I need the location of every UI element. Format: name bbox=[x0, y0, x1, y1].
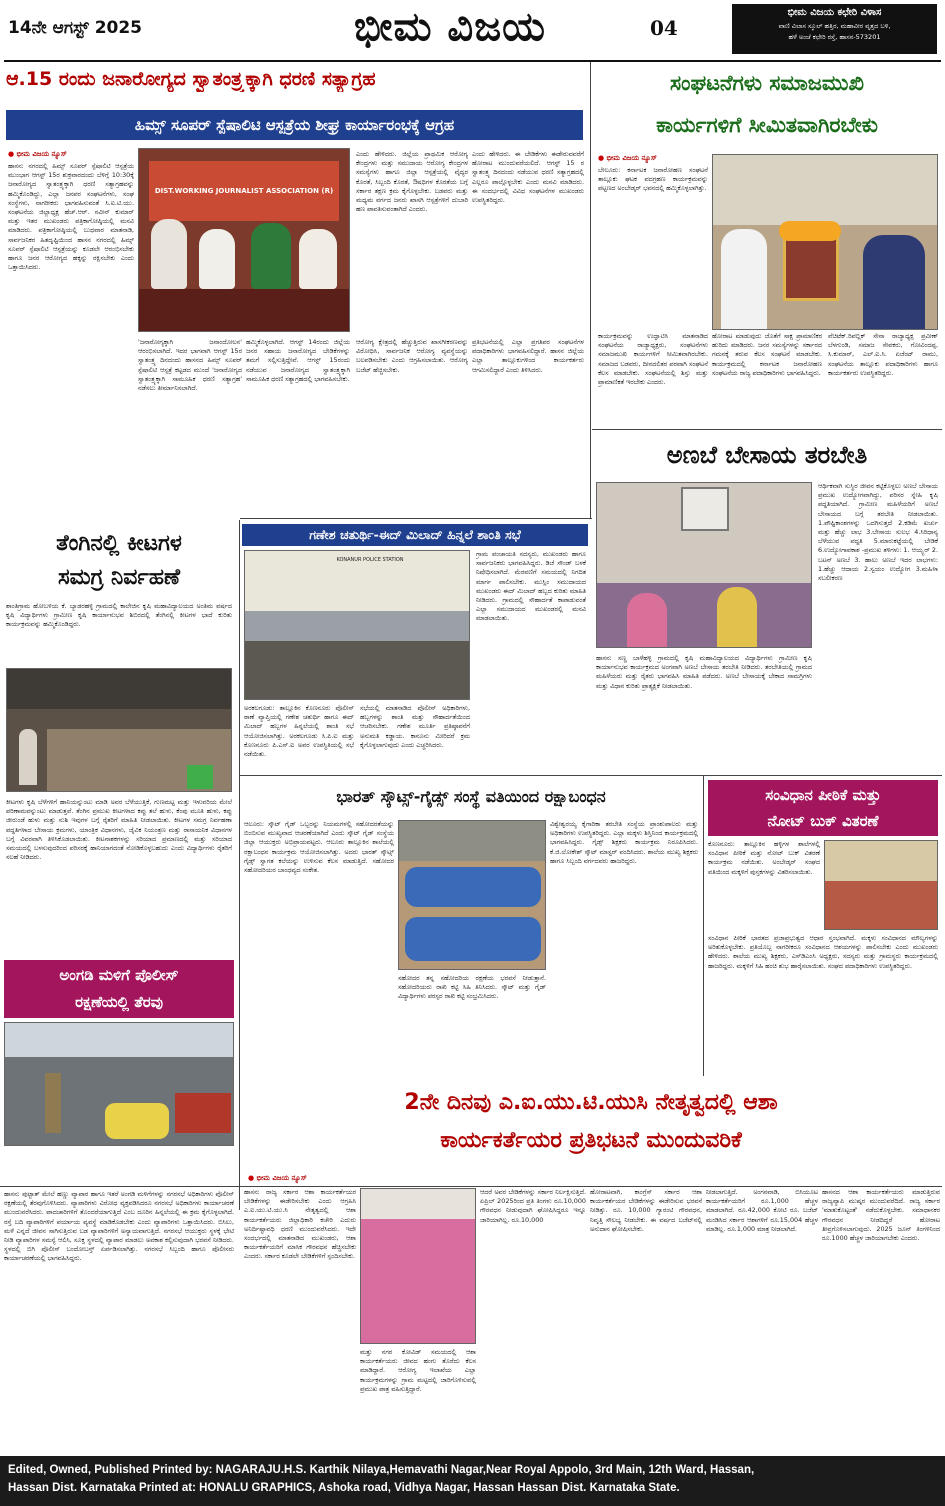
a3-training-photo bbox=[596, 482, 812, 648]
station-sign: KONANUR POLICE STATION bbox=[336, 557, 404, 563]
sky bbox=[5, 1023, 234, 1057]
a3-headline: ಅಣಬೆ ಬೇಸಾಯ ತರಬೇತಿ bbox=[666, 441, 868, 469]
a5-col2: ಸಭೆಯಲ್ಲಿ ಮಾತನಾಡಿದ ಪೊಲೀಸ್ ಅಧಿಕಾರಿಗಳು, ಹಬ್ಬಗಳನ್ನು ಶಾಂತಿ ಮತ್ತು ಸೌಹಾರ್ದತೆಯಿಂದ ಆಚರಿಸಬೇಕು. ಗಣೇಶ ಮೂರ್ತಿ ಪ್ರತಿಷ್ಠಾಪನೆಗೆ ಅನುಮತಿ ಕಡ್ಡಾಯ. ಕಾನೂನು ಮೀರಿದರೆ ಕ್ರಮ ಕೈಗೊಳ್ಳಲಾಗುವುದು ಎಂದು ಎಚ್ಚರಿಸಿದರು. bbox=[360, 704, 470, 749]
a6-students-photo bbox=[398, 820, 546, 970]
office-address-line2: ಹಳೆ ಅಂಚೆ ಕಛೇರಿ ರಸ್ತೆ, ಹಾಸನ-573201 bbox=[788, 33, 881, 41]
a3-body: ಆರ್ಥಿಕವಾಗಿ ಸುಸ್ಥಿರ ಜೀವನ ಕಟ್ಟಿಕೊಳ್ಳಲು ಅಣಬೆ ಬೇಸಾಯ ಪ್ರಮುಖ ಉದ್ಯೋಗವಾಗಿದ್ದು, ಪರಿಸರ ಸ್ನೇಹಿ ಕೃಷಿ ಪದ್ಧತಿಯಾಗಿದೆ. ಗ್ರಾಮೀಣ ಮಹಿಳೆಯರಿಗೆ ಅಣಬೆ ಬೇಸಾಯದ ಬಗ್ಗೆ ತರಬೇತಿ ನೀಡಲಾಯಿತು. 1.ಪೌಷ್ಟಿಕಾಂಶಗಳನ್ನು ಒದಗಿಸುತ್ತದೆ 2.ಕಡಿಮೆ ಖರ್ಚು ಮತ್ತು ಹೆಚ್ಚು ಲಾಭ 3.ಬೇಸಾಯ ಸುಲಭ 4.ಸಿರಿಧಾನ್ಯ ಬೆಳೆಯುವ ಪದ್ಧತಿ 5.ಮಾರುಕಟ್ಟೆಯಲ್ಲಿ ಬೇಡಿಕೆ 6.ಉದ್ಯೋಗಾವಕಾಶ -ಪ್ರಮುಖ ತಳಿಗಳು: 1. ಆಯ್ಸ್ಟರ್ 2. ಬಟನ್ ಅಣಬೆ 3. ಹಾಲು ಅಣಬೆ ಇದರ ಲಾಭಗಳು: 1.ಹೆಚ್ಚು ಆದಾಯ 2.ಸ್ವಯಂ ಉದ್ಯೋಗ 3.ಮಹಿಳಾ ಸಬಲೀಕರಣ bbox=[818, 482, 938, 583]
press-table bbox=[139, 289, 350, 332]
person-2 bbox=[199, 229, 235, 289]
a7-headline-line1: ಸಂವಿಧಾನ ಪೀಠಿಕೆ ಮತ್ತು bbox=[765, 786, 881, 804]
person-left bbox=[721, 229, 767, 330]
section-rule bbox=[0, 1186, 942, 1187]
a4-body: ಕೀಟಗಳು ಕೃಷಿ ಬೆಳೆಗಳಿಗೆ ಹಾನಿಯನ್ನುಂಟು ಮಾಡಿ ಅವರ ಬೆಳೆಯುತ್ತಿಕೆ, ಗುಣಮಟ್ಟ ಮತ್ತು ಇಳುವರಿಯ ಮೇಲೆ ಪರಿಣಾಮವನ್ನುಂಟು ಮಾಡುತ್ತವೆ. ತೆಂಗಿನ ಪ್ರಮುಖ ಕೀಟಗಳಾದ ಕಪ್ಪು ತಲೆ ಹುಳು, ಕೆಂಪು ಮೂತಿ ಹುಳು, ಕಪ್ಪು ಜೀರುಂಡೆ ಹುಳು ಮತ್ತು ನುಶಿ ಇವುಗಳ ಬಗ್ಗೆ ರೈತರಿಗೆ ಮಾಹಿತಿ ನೀಡಲಾಯಿತು. ಕೀಟಗಳ ಸಮಗ್ರ ನಿರ್ವಹಣಾ ಪದ್ಧತಿಗಳಾದ ಬೇಸಾಯ ಕ್ರಮಗಳು, ಯಾಂತ್ರಿಕ ವಿಧಾನಗಳು, ಜೈವಿಕ ನಿಯಂತ್ರಣ ಮತ್ತು ರಾಸಾಯನಿಕ ವಿಧಾನಗಳ ಬಗ್ಗೆ ವಿವರವಾಗಿ ತಿಳಿಸಿಕೊಡಲಾಯಿತು. ಕೀಟನಾಶಕಗಳನ್ನು ಸರಿಯಾದ ಪ್ರಮಾಣದಲ್ಲಿ ಮತ್ತು ಸರಿಯಾದ ಸಮಯದಲ್ಲಿ ಬಳಸುವುದರಿಂದ ಪರಿಸರಕ್ಕೆ ಹಾನಿಯಾಗದಂತೆ ನೋಡಿಕೊಳ್ಳಬಹುದು ಎಂದು ವಿದ್ಯಾರ್ಥಿಗಳು ರೈತರಿಗೆ ಸಲಹೆ ನೀಡಿದರು. bbox=[6, 798, 232, 862]
ground bbox=[399, 821, 546, 861]
photo-banner-text: DIST.WORKING JOURNALIST ASSOCIATION (R) bbox=[154, 187, 334, 195]
a4-intro: ಶಾಂತಿಗ್ರಾಮ ಹೋಬಳಿಯ ಕೆ. ಬ್ಯಾಡರಹಳ್ಳಿ ಗ್ರಾಮದಲ್ಲಿ ಕಾಲೇಜಿನ ಕೃಷಿ ಮಹಾವಿದ್ಯಾಲಯದ ಅಂತಿಮ ವರ್ಷದ ಕೃಷಿ ವಿದ್ಯಾರ್ಥಿಗಳು ಗ್ರಾಮೀಣ ಕೃಷಿ ಕಾರ್ಯಾನುಭವ ಶಿಬಿರದಲ್ಲಿ ತೆಂಗಿನಲ್ಲಿ ಕೀಟಗಳ ಭಾದೆ ಕುರಿತು ಕಾರ್ಯಕ್ರಮವನ್ನು ಹಮ್ಮಿಕೊಂಡಿದ್ದರು. bbox=[6, 602, 232, 629]
a9-headline-line1: 2ನೇ ದಿನವು ಎ.ಐ.ಯು.ಟಿ.ಯುಸಿ ನೇತೃತ್ವದಲ್ಲಿ ಆಶಾ bbox=[404, 1090, 778, 1115]
a9-col3: ಆದರೆ ಅವರ ಬೇಡಿಕೆಗಳನ್ನು ಸರ್ಕಾರ ನಿರ್ಲಕ್ಷಿಸುತ್ತಿದೆ. ಏಪ್ರಿಲ್ 2025ರಿಂದ ಪ್ರತಿ ತಿಂಗಳು ರೂ.10,000 ಗೌರವಧನ ನೀಡುವುದಾಗಿ ಘೋಷಿಸಿದ್ದರೂ ಇನ್ನೂ ಜಾರಿಯಾಗಿಲ್ಲ. ರೂ.10,000 bbox=[480, 1188, 586, 1224]
office-address-line1: ವಾಣಿ ವಿಲಾಸ ಸ್ಕೂಲ್ ಹತ್ತಿರ, ಮಹಾವೀರ ವೃತ್ತದ ಬಳಿ, bbox=[778, 22, 891, 30]
article-mushroom bbox=[592, 430, 942, 770]
a6-col1: ಆಲೂರು: ಸ್ಕೌಟ್ ಗೈಡ್ ಒಬ್ಬರನ್ನು ನಿಯಮಗಳಲ್ಲಿ ಸಹೋದರತೆಯನ್ನು ಬಿಂಬಿಸುವ ಮುಖ್ಯವಾದ ಆಚರಣೆಯಾಗಿದೆ ಎಂದು ಸ್ಕೌಟ್ ಗೈಡ್ ಸಂಸ್ಥೆಯ ಜಿಲ್ಲಾ ಆಯುಕ್ತರು ಅಭಿಪ್ರಾಯಪಟ್ಟರು. ಆಲೂರು ತಾಲ್ಲೂಕಿನ ಶಾಲೆಯಲ್ಲಿ ರಕ್ಷಾಬಂಧನ ಕಾರ್ಯಕ್ರಮ ಆಯೋಜಿಸಲಾಗಿತ್ತು. ಅದರು ಭಾರತ್ ಸ್ಕೌಟ್ಸ್ ಗೈಡ್ಸ್ ಸ್ವಾಗತ ಕಲೆಯನ್ನು ಉಳಿಸುವ ಕೆಲಸ ಮಾಡುತ್ತಿದೆ. ಸಹೋದರ ಸಹೋದರಿಯರ ಬಾಂಧವ್ಯದ ಸಂಕೇತ. bbox=[244, 820, 394, 875]
roof bbox=[7, 669, 232, 709]
article-raksha-bandhan bbox=[240, 776, 702, 1076]
a9-col5: ನೀಡಲಾಗುತ್ತಿದೆ. ಅಂಗನವಾಡಿ, ಬಿಸಿಯೂಟ ಕಾರ್ಯಕರ್ತೆಯರಿಗೆ ರೂ.1,000 ಹೆಚ್ಚಳ ಮಾಡಲಾಗಿದೆ. ರೂ.42,000 ಕೋಟಿ ರೂ. ಬಜೆಟ್ ಮಂಡಿಸಿದ ಸರ್ಕಾರ ಆಶಾಗಳಿಗೆ ರೂ.15,004 ಹೆಚ್ಚಳ ಮಾಡಿಲ್ಲ. ರೂ.1,000 ಮಾತ್ರ ನೀಡಲಾಗಿದೆ. bbox=[706, 1188, 818, 1233]
person-right bbox=[863, 235, 925, 330]
person-4 bbox=[299, 229, 337, 289]
a2-event-photo bbox=[712, 154, 938, 330]
a6-col2: ಸಹೋದರ ತನ್ನ ಸಹೋದರಿಯ ರಕ್ಷಣೆಯ ಭರವಸೆ ನೀಡುತ್ತಾನೆ. ಸಹೋದರಿಯರು ರಾಖಿ ಕಟ್ಟಿ ಸಿಹಿ ತಿನಿಸಿದರು. ಸ್ಕೌಟ್ ಮತ್ತು ಗೈಡ್ ವಿದ್ಯಾರ್ಥಿಗಳು ಪರಸ್ಪರ ರಾಖಿ ಕಟ್ಟಿ ಸಂಭ್ರಮಿಸಿದರು. bbox=[398, 974, 546, 1001]
a2-col3: ವೆಚಿಟೆಕ್.ರಿಪಬ್ಲಿಕ್ ಸೇನಾ ರಾಜ್ಯಾಧ್ಯಕ್ಷ ಪ್ರವೀಣ್ ಬೆಳಗುಂಡಿ, ಸಮಾಜ ಸೇವಕರು, ಗೋವಿಂದಪ್ಪ, ಸಿ.ಕುಮಾರ್, ಎಲ್.ಐ.ಸಿ. ಏಜೆಂಟ್ ರಾಮು, ಸಂಘಟನೆಯ ತಾಲ್ಲೂಕು ಪದಾಧಿಕಾರಿಗಳು ಹಾಗೂ ಕಾರ್ಯಕರ್ತರು ಉಪಸ್ಥಿತರಿದ್ದರು. bbox=[828, 332, 938, 377]
a7-children-photo bbox=[824, 840, 938, 930]
a9-col2: ಮತ್ತು ನಗರ ಕೋವಿಡ್ ಸಮಯದಲ್ಲಿ ಆಶಾ ಕಾರ್ಯಕರ್ತೆಯರು ಜೀವದ ಹಂಗು ತೊರೆದು ಕೆಲಸ ಮಾಡಿದ್ದಾರೆ. ಆರೋಗ್ಯ ಇಲಾಖೆಯ ಎಲ್ಲಾ ಕಾರ್ಯಕ್ರಮಗಳನ್ನು ಗ್ರಾಮ ಮಟ್ಟದಲ್ಲಿ ಜಾರಿಗೊಳಿಸುವಲ್ಲಿ ಪ್ರಮುಖ ಪಾತ್ರ ವಹಿಸುತ್ತಿದ್ದಾರೆ. bbox=[360, 1348, 476, 1393]
a1-headline: ಆ.15 ರಂದು ಜನಾರೋಗ್ಯದ ಸ್ವಾತಂತ್ರ್ಯಕ್ಕಾಗಿ ಧರಣಿ ಸತ್ಯಾಗ್ರಹ bbox=[6, 68, 376, 90]
banner-top bbox=[361, 1189, 476, 1219]
a8-body: ಹಾಸನ: ಪುಟ್ಟಾತ್ ಮೇಲೆ ಹಣ್ಣು ವ್ಯಾಪಾರ ಹಾಗೂ ಇತರೆ ಅಂಗಡಿ ಮಳಿಗೆಗಳನ್ನು ನಗರಸಭೆ ಅಧಿಕಾರಿಗಳು ಪೊಲೀಸ್ ರಕ್ಷಣೆಯಲ್ಲಿ ತೆರವುಗೊಳಿಸಿದರು. ವ್ಯಾಪಾರಿಗಳು ವಿರೋಧ ವ್ಯಕ್ತಪಡಿಸಿದರೂ ನಗರಸಭೆ ಅಧಿಕಾರಿಗಳು ಕಾರ್ಯಾಚರಣೆ ಮುಂದುವರೆಸಿದರು. ಪಾದಚಾರಿಗಳಿಗೆ ತೊಂದರೆಯಾಗುತ್ತಿದೆ ಎಂಬ ದೂರಿನ ಹಿನ್ನಲೆಯಲ್ಲಿ ಈ ಕ್ರಮ ಕೈಗೊಳ್ಳಲಾಗಿದೆ. ರಸ್ತೆ ಬದಿ ವ್ಯಾಪಾರಿಗಳಿಗೆ ಪರ್ಯಾಯ ವ್ಯವಸ್ಥೆ ಮಾಡಿಕೊಡಬೇಕು ಎಂದು ವ್ಯಾಪಾರಿಗಳು ಒತ್ತಾಯಿಸಿದರು. ಬಿಸಿಲು, ಮಳೆ ಎನ್ನದೆ ಜೀವನ ಸಾಗಿಸುತ್ತಿರುವ ಬಡ ವ್ಯಾಪಾರಿಗಳಿಗೆ ಅನ್ಯಾಯವಾಗುತ್ತಿದೆ. ನಗರಸಭೆ ಆಯುಕ್ತರು ಸ್ಥಳಕ್ಕೆ ಭೇಟಿ ನೀಡಿ ವ್ಯಾಪಾರಿಗಳ ಸಮಸ್ಯೆ ಆಲಿಸಿ, ಸೂಕ್ತ ಸ್ಥಳದಲ್ಲಿ ವ್ಯಾಪಾರ ಮಾಡಲು ಅವಕಾಶ ಕಲ್ಪಿಸುವುದಾಗಿ ಭರವಸೆ ನೀಡಿದರು. ಸ್ಥಳದಲ್ಲಿ ಬಿಗಿ ಪೊಲೀಸ್ ಬಂದೋಬಸ್ತ್ ಏರ್ಪಡಿಸಲಾಗಿತ್ತು. ನಗರಸಭೆ ಸಿಬ್ಬಂದಿ ಹಾಗೂ ಪೊಲೀಸರು ಕಾರ್ಯಾಚರಣೆಯಲ್ಲಿ ಭಾಗವಹಿಸಿದ್ದರು. bbox=[4, 1190, 234, 1263]
a1-press-meet-photo bbox=[138, 148, 350, 332]
a2-byline: ● ಭೀಮ ವಿಜಯ ನ್ಯೂಸ್ bbox=[598, 154, 657, 163]
participant-yellow bbox=[717, 587, 757, 648]
a2-intro: ಬೇಲೂರು: ಕರ್ನಾಟಕ ಜನಾರೋಹಣ ಸಂಘಟನೆ ತಾಲ್ಲೂಕು ಘಟಕ ಪದಗ್ರಹಣ ಕಾರ್ಯಕ್ರಮವನ್ನು ಪಟ್ಟಣದ ಅಂಬೇಡ್ಕರ್ ಭವನದಲ್ಲಿ ಹಮ್ಮಿಕೊಳ್ಳಲಾಗಿತ್ತು. bbox=[598, 166, 708, 193]
a9-byline: ● ಭೀಮ ವಿಜಯ ನ್ಯೂಸ್ bbox=[248, 1174, 307, 1183]
a2-col2: ಹೋರಾಟ ಮಾಡುವುದು ಜೊತೆಗೆ ಸಾಕ್ಷ ಪ್ರಾಮಾಣಿಕರ ಹುರಿದು ಮಾಡಿದರು. ಜನರ ಸಮಸ್ಯೆಗಳನ್ನು ಸರ್ಕಾರದ ಗಮನಕ್ಕೆ ತರುವ ಕೆಲಸ ಸಂಘಟನೆ ಮಾಡಬೇಕು. ಕಾರ್ಯಕ್ರಮದಲ್ಲಿ ಕರ್ನಾಟಕ ಜನಾರೋಹಣ ಸಂಘಟನೆಯ ರಾಜ್ಯ ಪದಾಧಿಕಾರಿಗಳು ಭಾಗವಹಿಸಿದ್ದರು. bbox=[712, 332, 822, 377]
a1-col1: ಹಾಸನ: ನಗರದಲ್ಲಿ ಹಿಮ್ಸ್ ಸೂಪರ್ ಸ್ಪೆಷಾಲಿಟಿ ಆಸ್ಪತ್ರೆಯ ಮುಂಭಾಗ ಆಗಸ್ಟ್ 15ರ ಶುಕ್ರವಾರದಂದು ಬೆಳಿಗ್ಗೆ 10:30ಕ್ಕೆ ಜನಾರೋಗ್ಯದ ಸ್ವಾತಂತ್ರ್ಯಕ್ಕಾಗಿ ಧರಣಿ ಸತ್ಯಾಗ್ರಹವನ್ನು ಹಮ್ಮಿಕೊಂಡಿದ್ದು, ಎಲ್ಲಾ ಜನಪರ ಸಂಘಟನೆಗಳು, ಸಂಘ ಸಂಸ್ಥೆಗಳು, ನಾಗರೀಕರು ಭಾಗವಹಿಸುವಂತೆ ಸಿ.ಐ.ಟಿ.ಯು. ಸಂಘಟನೆಯ ಜಿಲ್ಲಾಧ್ಯಕ್ಷ ಹೆಚ್.ಆರ್. ನವೀನ್ ಕುಮಾರ್ ಮತ್ತು ಇತರ ಮುಖಂಡರು ಪತ್ರಿಕಾಗೋಷ್ಠಿಯಲ್ಲಿ ಮನವಿ ಮಾಡಿದರು. ಪತ್ರಿಕಾಗೋಷ್ಠಿಯಲ್ಲಿ ಬುಧವಾರ ಮಾತನಾಡಿ, ಸಾರ್ವಜನಿಕರ ಹಿತದೃಷ್ಟಿಯಿಂದ ಹಾಸನ ನಗರದಲ್ಲಿ ಹಿಮ್ಸ್ ಸೂಪರ್ ಸ್ಪೆಷಾಲಿಟಿ ಆಸ್ಪತ್ರೆಯನ್ನು ಕೂಡಲೇ ಆರಂಭಿಸಬೇಕು ಹಾಗೂ ಜನರ ಆರೋಗ್ಯದ ಹಕ್ಕನ್ನು ರಕ್ಷಿಸಬೇಕು ಎಂದು ಒತ್ತಾಯಿಸಿದರು. bbox=[8, 162, 134, 272]
a8-street-photo bbox=[4, 1022, 234, 1146]
a1-lower-col3: ಆರೋಗ್ಯ ಕ್ಷೇತ್ರದಲ್ಲಿ ಹೆಚ್ಚುತ್ತಿರುವ ಖಾಸಗೀಕರಣವನ್ನು ವಿರೋಧಿಸಿ, ಸಾರ್ವಜನಿಕ ಆರೋಗ್ಯ ವ್ಯವಸ್ಥೆಯನ್ನು ಬಲಪಡಿಸಬೇಕು ಎಂದು ಆಗ್ರಹಿಸಲಾಯಿತು. ಆರೋಗ್ಯ ಬಜೆಟ್ ಹೆಚ್ಚಿಸಬೇಕು. bbox=[356, 338, 468, 374]
audience bbox=[245, 641, 470, 700]
students-row-2 bbox=[405, 917, 541, 961]
a1-lower-col4: ಪ್ರತಿಭಟನೆಯಲ್ಲಿ ಎಲ್ಲಾ ಪ್ರಗತಿಪರ ಸಂಘಟನೆಗಳ ಪದಾಧಿಕಾರಿಗಳು ಭಾಗವಹಿಸಲಿದ್ದಾರೆ. ಹಾಸನ ಜಿಲ್ಲೆಯ ಎಲ್ಲಾ ತಾಲ್ಲೂಕುಗಳಿಂದ ಕಾರ್ಯಕರ್ತರು ಆಗಮಿಸಲಿದ್ದಾರೆ ಎಂದು ತಿಳಿಸಿದರು. bbox=[472, 338, 584, 374]
a2-headline-line1: ಸಂಘಟನೆಗಳು ಸಮಾಜಮುಖಿ bbox=[669, 71, 864, 95]
imprint-footer bbox=[0, 1456, 945, 1506]
person-1 bbox=[151, 219, 187, 289]
office-address-box bbox=[732, 4, 937, 54]
a8-headline-box bbox=[4, 960, 234, 1018]
window bbox=[681, 487, 729, 531]
a9-asha-rally-photo bbox=[360, 1188, 476, 1344]
a7-col1: ಕೊಣನೂರು: ತಾಲ್ಲೂಕಿನ ಹಳ್ಳಿಗಳ ಶಾಲೆಗಳಲ್ಲಿ ಸಂವಿಧಾನ ಪೀಠಿಕೆ ಮತ್ತು ನೋಟ್ ಬುಕ್ ವಿತರಣೆ ಕಾರ್ಯಕ್ರಮ ನಡೆಯಿತು. ಅಂಬೇಡ್ಕರ್ ಸಂಘದ ವತಿಯಿಂದ ಮಕ್ಕಳಿಗೆ ಪುಸ್ತಕಗಳನ್ನು ವಿತರಿಸಲಾಯಿತು. bbox=[708, 840, 820, 876]
a1-subhead: ಹಿಮ್ಸ್ ಸೂಪರ್ ಸ್ಪೆಷಾಲಿಟಿ ಆಸ್ಪತ್ರೆಯ ಶೀಘ್ರ ಕಾರ್ಯಾರಂಭಕ್ಕೆ ಆಗ್ರಹ bbox=[6, 110, 583, 140]
a7-body: ಸಂವಿಧಾನ ಪೀಠಿಕೆ ಭಾರತದ ಪ್ರಜಾಪ್ರಭುತ್ವದ ಆಧಾರ ಸ್ತಂಭವಾಗಿದೆ. ಮಕ್ಕಳು ಸಂವಿಧಾನದ ಮೌಲ್ಯಗಳನ್ನು ಅರಿತುಕೊಳ್ಳಬೇಕು. ಪ್ರತಿಯೊಬ್ಬ ನಾಗರೀಕರೂ ಸಂವಿಧಾನದ ಆಶಯಗಳನ್ನು ಪಾಲಿಸಬೇಕು ಎಂದು ಮುಖಂಡರು ಹೇಳಿದರು. ಶಾಲೆಯ ಮುಖ್ಯ ಶಿಕ್ಷಕರು, ಎಸ್‌ಡಿಎಂಸಿ ಅಧ್ಯಕ್ಷರು, ಸದಸ್ಯರು ಮತ್ತು ಗ್ರಾಮಸ್ಥರು ಕಾರ್ಯಕ್ರಮದಲ್ಲಿ ಹಾಜರಿದ್ದರು. ಮಕ್ಕಳಿಗೆ ಸಿಹಿ ಹಂಚಿ ಶುಭ ಹಾರೈಸಲಾಯಿತು. ಸಂಘದ ಪದಾಧಿಕಾರಿಗಳು ಉಪಸ್ಥಿತರಿದ್ದರು. bbox=[708, 934, 938, 970]
a1-lower-col1: 'ಜನಾರೋಗ್ಯಕ್ಕಾಗಿ ಜನಾಂದೋಲನ' ಆರಂಭಿಸಲಾಗಿದೆ. ಇದರ ಭಾಗವಾಗಿ ಆಗಸ್ಟ್ 15ರ ಸ್ವಾತಂತ್ರ್ಯ ದಿನದಂದು ಹಾಸನದ ಹಿಮ್ಸ್ ಸೂಪರ್ ಸ್ಪೆಷಾಲಿಟಿ ಆಸ್ಪತ್ರೆ ಕಟ್ಟಡದ ಮುಂದೆ 'ಜನಾರೋಗ್ಯದ ಸ್ವಾತಂತ್ರ್ಯಕ್ಕಾಗಿ ಸಾಮೂಹಿಕ ಧರಣಿ ಸತ್ಯಾಗ್ರಹ' ನಡೆಸಲು ತೀರ್ಮಾನಿಸಲಾಗಿದೆ. bbox=[138, 338, 242, 393]
a3-caption: ಹಾಸನ: ಸಣ್ಣ ಬಾಳೆಹಳ್ಳಿ ಗ್ರಾಮದಲ್ಲಿ ಕೃಷಿ ಮಹಾವಿದ್ಯಾಲಯದ ವಿದ್ಯಾರ್ಥಿಗಳು ಗ್ರಾಮೀಣ ಕೃಷಿ ಕಾರ್ಯಾನುಭವ ಕಾರ್ಯಕ್ರಮದ ಅಂಗವಾಗಿ ಅಣಬೆ ಬೇಸಾಯ ತರಬೇತಿ ನೀಡಿದರು. ತರಬೇತಿಯಲ್ಲಿ ಗ್ರಾಮದ ಮಹಿಳೆಯರು ಮತ್ತು ರೈತರು ಭಾಗವಹಿಸಿ ಮಾಹಿತಿ ಪಡೆದರು. ಅಣಬೆ ಬೇಸಾಯಕ್ಕೆ ಬೇಕಾದ ಸಾಮಗ್ರಿಗಳು ಮತ್ತು ವಿಧಾನ ಕುರಿತು ಪ್ರಾತ್ಯಕ್ಷಿಕೆ ನೀಡಲಾಯಿತು. bbox=[596, 654, 812, 690]
a4-field-class-photo bbox=[6, 668, 232, 792]
a4-headline-line2: ಸಮಗ್ರ ನಿರ್ವಹಣೆ bbox=[57, 565, 181, 590]
a9-col4: ಹೋರಾಟವಾಗಿ, ಕಾಂಗ್ರೆಸ್ ಸರ್ಕಾರ ಆಶಾ ಕಾರ್ಯಕರ್ತೆಯರ ಬೇಡಿಕೆಗಳನ್ನು ಈಡೇರಿಸುವ ಭರವಸೆ ನೀಡಿತ್ತು. ರೂ. 10,000 ಗ್ಯಾರಂಟಿ ಗೌರವಧನ, ನಿವೃತ್ತಿ ಸೌಲಭ್ಯ ನೀಡಬೇಕು. ಈ ವರ್ಷದ ಬಜೆಟ್‌ನಲ್ಲಿ ಅನುದಾನ ಘೋಷಿಸಬೇಕು. bbox=[590, 1188, 702, 1233]
participant-pink bbox=[627, 593, 667, 648]
a9-headline-line2: ಕಾರ್ಯಕರ್ತೆಯರ ಪ್ರತಿಭಟನೆ ಮುಂದುವರಿಕೆ bbox=[440, 1128, 742, 1153]
person-3 bbox=[251, 223, 291, 289]
masthead bbox=[0, 0, 945, 60]
section-rule bbox=[240, 518, 592, 519]
article-organisations bbox=[592, 62, 942, 428]
students-row-1 bbox=[405, 867, 541, 907]
a9-col6: ಹಾಸನದ ಆಶಾ ಕಾರ್ಯಕರ್ತೆಯರು ಮಾಡುತ್ತಿರುವ ರಾಜ್ಯವ್ಯಾಪಿ ಮುಷ್ಕರ ಮುಂದುವರೆದಿದೆ. ರಾಜ್ಯ ಸರ್ಕಾರ 'ಮಾತುಕೊಟ್ಟಂತೆ' ನಡೆದುಕೊಳ್ಳಬೇಕು. ಸಮಾಧಾನಕರ ಗೌರವಧನ ನೀಡದಿದ್ದರೆ ಹೋರಾಟ ತೀವ್ರಗೊಳಿಸಲಾಗುವುದು. 2025 ಜೂನ್ ತಿಂಗಳಿನಿಂದ ರೂ.1000 ಹೆಚ್ಚಳ ಜಾರಿಯಾಗಬೇಕು ಎಂದರು. bbox=[822, 1188, 940, 1243]
tarp-yellow bbox=[105, 1103, 169, 1139]
article-constitution-preamble bbox=[704, 776, 942, 1076]
masthead-title: ಭೀಮ ವಿಜಯ bbox=[354, 4, 546, 50]
article-health-protest bbox=[0, 62, 589, 518]
article-peace-meeting bbox=[240, 520, 590, 774]
imprint-line2: Hassan Dist. Karnataka Printed at: HONALU GRAPHICS, Ashoka road, Vidhya Nagar, Hassan Hassan Dist. Karnataka State. bbox=[8, 1482, 680, 1494]
a1-byline: ● ಭೀಮ ವಿಜಯ ನ್ಯೂಸ್ bbox=[8, 150, 67, 159]
imprint-line1: Edited, Owned, Published Printed by: NAGARAJU.H.S. Karthik Nilaya,Hemavathi Nagar,Near Royal Appolo, 3rd Main, 12th Ward, Hassan, bbox=[8, 1464, 755, 1476]
a5-police-station-photo bbox=[244, 550, 470, 700]
page-number: 04 bbox=[650, 16, 678, 40]
fruit-stall bbox=[175, 1093, 231, 1133]
a7-headline-box bbox=[708, 780, 938, 836]
a5-col3: ಗ್ರಾಮ ಪಂಚಾಯತಿ ಸದಸ್ಯರು, ಮುಖಂಡರು ಹಾಗೂ ಸಾರ್ವಜನಿಕರು ಭಾಗವಹಿಸಿದ್ದರು. ಡಿಜೆ ಸೌಂಡ್ ಬಳಕೆ ನಿಷೇಧಿಸಲಾಗಿದೆ. ಮೆರವಣಿಗೆ ಸಮಯದಲ್ಲಿ ನಿಗದಿತ ಮಾರ್ಗ ಪಾಲಿಸಬೇಕು. ಮುಸ್ಲಿಂ ಸಮುದಾಯದ ಮುಖಂಡರು ಈದ್ ಮಿಲಾದ್ ಹಬ್ಬದ ಕುರಿತು ಮಾಹಿತಿ ನೀಡಿದರು. ಗ್ರಾಮದಲ್ಲಿ ಸೌಹಾರ್ದತೆ ಕಾಪಾಡುವಂತೆ ಎಲ್ಲಾ ಸಮುದಾಯದ ಮುಖಂಡರಲ್ಲಿ ಮನವಿ ಮಾಡಲಾಯಿತು. bbox=[476, 550, 586, 623]
speaker bbox=[19, 729, 37, 785]
a2-col1: ಕಾರ್ಯಕ್ರಮವನ್ನು ಉದ್ಘಾಟಿಸಿ ಮಾತನಾಡಿದ ಸಂಘಟನೆಯ ರಾಜ್ಯಾಧ್ಯಕ್ಷರು, ಸಂಘಟನೆಗಳು ಸಮಾಜಮುಖಿ ಕಾರ್ಯಗಳಿಗೆ ಸೀಮಿತವಾಗಿರಬೇಕು. ಸಮಾಜದ ಬಡವರು, ದೀನದಲಿತರ ಪರವಾಗಿ ಸಂಘಟನೆ ಕೆಲಸ ಮಾಡಬೇಕು. ಸಂಘಟನೆಯಲ್ಲಿ ಶಿಸ್ತು ಮತ್ತು ಪ್ರಾಮಾಣಿಕತೆ ಇರಬೇಕು ಎಂದರು. bbox=[598, 332, 708, 387]
chair-green bbox=[187, 765, 213, 789]
crowd-back bbox=[713, 155, 938, 225]
article-shop-clearance bbox=[0, 958, 238, 1210]
issue-date: 14ನೇ ಆಗಸ್ಟ್ 2025 bbox=[8, 18, 143, 38]
a2-headline-line2: ಕಾರ್ಯಗಳಿಗೆ ಸೀಮಿತವಾಗಿರಬೇಕು bbox=[656, 113, 878, 137]
a8-headline-line1: ಅಂಗಡಿ ಮಳಿಗೆ ಪೊಲೀಸ್ bbox=[59, 966, 179, 984]
a9-col1: ಹಾಸನ: ರಾಜ್ಯ ಸರ್ಕಾರ ಆಶಾ ಕಾರ್ಯಕರ್ತೆಯರ ಬೇಡಿಕೆಗಳನ್ನು ಈಡೇರಿಸಬೇಕು ಎಂದು ಆಗ್ರಹಿಸಿ ಎ.ಐ.ಯು.ಟಿ.ಯು.ಸಿ ನೇತೃತ್ವದಲ್ಲಿ ಆಶಾ ಕಾರ್ಯಕರ್ತೆಯರು ಜಿಲ್ಲಾಧಿಕಾರಿ ಕಚೇರಿ ಎದುರು ಅನಿರ್ದಿಷ್ಟಾವಧಿ ಧರಣಿ ಮುಂದುವರೆಸಿದರು. ಇದೇ ಸಂದರ್ಭದಲ್ಲಿ ಮಾತನಾಡಿದ ಮುಖಂಡರು, ಆಶಾ ಕಾರ್ಯಕರ್ತೆಯರಿಗೆ ಮಾಸಿಕ ಗೌರವಧನ ಹೆಚ್ಚಿಸಬೇಕು ಎಂದರು. ಸರ್ಕಾರ ಕೂಡಲೇ ಬೇಡಿಕೆಗಳಿಗೆ ಸ್ಪಂದಿಸಬೇಕು. bbox=[244, 1188, 356, 1261]
a8-headline-line2: ರಕ್ಷಣೆಯಲ್ಲಿ ತೆರವು bbox=[75, 993, 163, 1011]
office-title: ಭೀಮ ವಿಜಯ ಕಛೇರಿ ವಿಳಾಸ bbox=[787, 7, 882, 18]
a5-col1: ಅರಕಲಗೂಡು: ತಾಲ್ಲೂಕಿನ ಕೊಣನೂರು ಪೊಲೀಸ್ ಠಾಣೆ ವ್ಯಾಪ್ತಿಯಲ್ಲಿ ಗಣೇಶ ಚತುರ್ಥಿ ಹಾಗೂ ಈದ್ ಮಿಲಾದ್ ಹಬ್ಬಗಳ ಹಿನ್ನಲೆಯಲ್ಲಿ ಶಾಂತಿ ಸಭೆ ಆಯೋಜಿಸಲಾಗಿತ್ತು. ಅರಕಲಗೂಡು ಸಿ.ಪಿ.ಐ ಮತ್ತು ಕೊಣನೂರು ಪಿ.ಎಸ್.ಐ ಅವರ ಉಪಸ್ಥಿತಿಯಲ್ಲಿ ಸಭೆ ನಡೆಯಿತು. bbox=[244, 704, 354, 759]
a1-col3: ಎಂದು ಹೇಳಿದರು. ಈ ಬೇಡಿಕೆಗಳು ಈಡೇರುವವರೆಗೆ ಹೋರಾಟ ಮುಂದುವರೆಯಲಿದೆ. ಆಗಸ್ಟ್ 15 ರ ಸ್ವಾತಂತ್ರ್ಯ ದಿನದಂದು ನಡೆಯುವ ಧರಣಿ ಸತ್ಯಾಗ್ರಹದಲ್ಲಿ ಎಲ್ಲರೂ ಪಾಲ್ಗೊಳ್ಳಬೇಕು ಎಂದು ಮನವಿ ಮಾಡಿದರು. ಈ ಸಂದರ್ಭದಲ್ಲಿ ವಿವಿಧ ಸಂಘಟನೆಗಳ ಮುಖಂಡರು ಉಪಸ್ಥಿತರಿದ್ದರು. bbox=[472, 150, 584, 205]
crowd-pink bbox=[361, 1219, 476, 1344]
a1-col2: ಎಂದು ಹೇಳಿದರು. ಜಿಲ್ಲೆಯ ಪ್ರಾಥಮಿಕ ಆರೋಗ್ಯ ಕೇಂದ್ರಗಳು ಮತ್ತು ಸಮುದಾಯ ಆರೋಗ್ಯ ಕೇಂದ್ರಗಳ ಸಮಸ್ಯೆಗಳು ಹಾಗೂ ಜಿಲ್ಲಾ ಆಸ್ಪತ್ರೆಯಲ್ಲಿ ವೈದ್ಯರ ಕೊರತೆ, ಸಿಬ್ಬಂದಿ ಕೊರತೆ, ಔಷಧಿಗಳ ಕೊರತೆಯ ಬಗ್ಗೆ ಸರ್ಕಾರ ತಕ್ಷಣ ಕ್ರಮ ಕೈಗೊಳ್ಳಬೇಕು. ಬಡವರು ಮತ್ತು ಮಧ್ಯಮ ವರ್ಗದ ಜನರು ಖಾಸಗಿ ಆಸ್ಪತ್ರೆಗಳಿಗೆ ದುಬಾರಿ ಹಣ ಪಾವತಿಸುವಂತಾಗಿದೆ ಎಂದರು. bbox=[356, 150, 468, 214]
article-coconut-pests bbox=[0, 520, 238, 956]
a7-headline-line2: ನೋಟ್ ಬುಕ್ ವಿತರಣೆ bbox=[767, 812, 879, 830]
a6-headline: ಭಾರತ್ ಸ್ಕೌಟ್ಸ್-ಗೈಡ್ಸ್ ಸಂಸ್ಥೆ ವತಿಯಿಂದ ರಕ್ಷಾಬಂಧನ bbox=[336, 787, 606, 806]
children bbox=[825, 881, 938, 930]
column-rule bbox=[590, 62, 591, 518]
police-officer bbox=[45, 1073, 61, 1133]
a4-headline-line1: ತೆಂಗಿನಲ್ಲಿ ಕೀಟಗಳ bbox=[56, 531, 182, 556]
a5-headline: ಗಣೇಶ ಚತುರ್ಥಿ-ಈದ್ ಮಿಲಾದ್ ಹಿನ್ನಲೆ ಶಾಂತಿ ಸಭೆ bbox=[242, 524, 588, 546]
a1-lower-col2: ಹಮ್ಮಿಕೊಳ್ಳಲಾಗಿದೆ. ಆಗಸ್ಟ್ 14ರಂದು ಜಿಲ್ಲೆಯ ಜನರ ಸಹಾಯ ಜನಾರೋಗ್ಯದ ಬೇಡಿಕೆಗಳನ್ನು ತಮಗೆ ಸಲ್ಲಿಸುತ್ತಿದ್ದೇವೆ. ಆಗಸ್ಟ್ 15ರಂದು ನಡೆಯುವ ಜನಾರೋಗ್ಯದ ಸ್ವಾತಂತ್ರ್ಯಕ್ಕಾಗಿ ಸಾಮೂಹಿಕ ಧರಣಿ ಸತ್ಯಾಗ್ರಹದಲ್ಲಿ ಭಾಗವಹಿಸಬೇಕು. bbox=[246, 338, 350, 383]
a6-col3: ವಿಶ್ವೇಶ್ವರಯ್ಯ ಕೈಗಾರಿಕಾ ತರಬೇತಿ ಸಂಸ್ಥೆಯ ಪ್ರಾಂಶುಪಾಲರು ಮತ್ತು ಅಧಿಕಾರಿಗಳು ಉಪಸ್ಥಿತರಿದ್ದರು. ಎಲ್ಲಾ ಮಕ್ಕಳು ಶಿಸ್ತಿನಿಂದ ಕಾರ್ಯಕ್ರಮದಲ್ಲಿ ಭಾಗವಹಿಸಿದ್ದರು. ಗೈಡ್ಸ್ ಶಿಕ್ಷಕರು ಕಾರ್ಯಕ್ರಮ ನಿರೂಪಿಸಿದರು. ಕೆ.ಜಿ.ಲೋಕೇಶ್ ಸ್ಕೌಟ್ ಮಾಸ್ಟರ್ ವಂದಿಸಿದರು. ಶಾಲೆಯ ಮುಖ್ಯ ಶಿಕ್ಷಕರು ಹಾಗೂ ಸಿಬ್ಬಂದಿ ವರ್ಗದವರು ಹಾಜರಿದ್ದರು. bbox=[550, 820, 698, 865]
garland bbox=[779, 221, 841, 241]
